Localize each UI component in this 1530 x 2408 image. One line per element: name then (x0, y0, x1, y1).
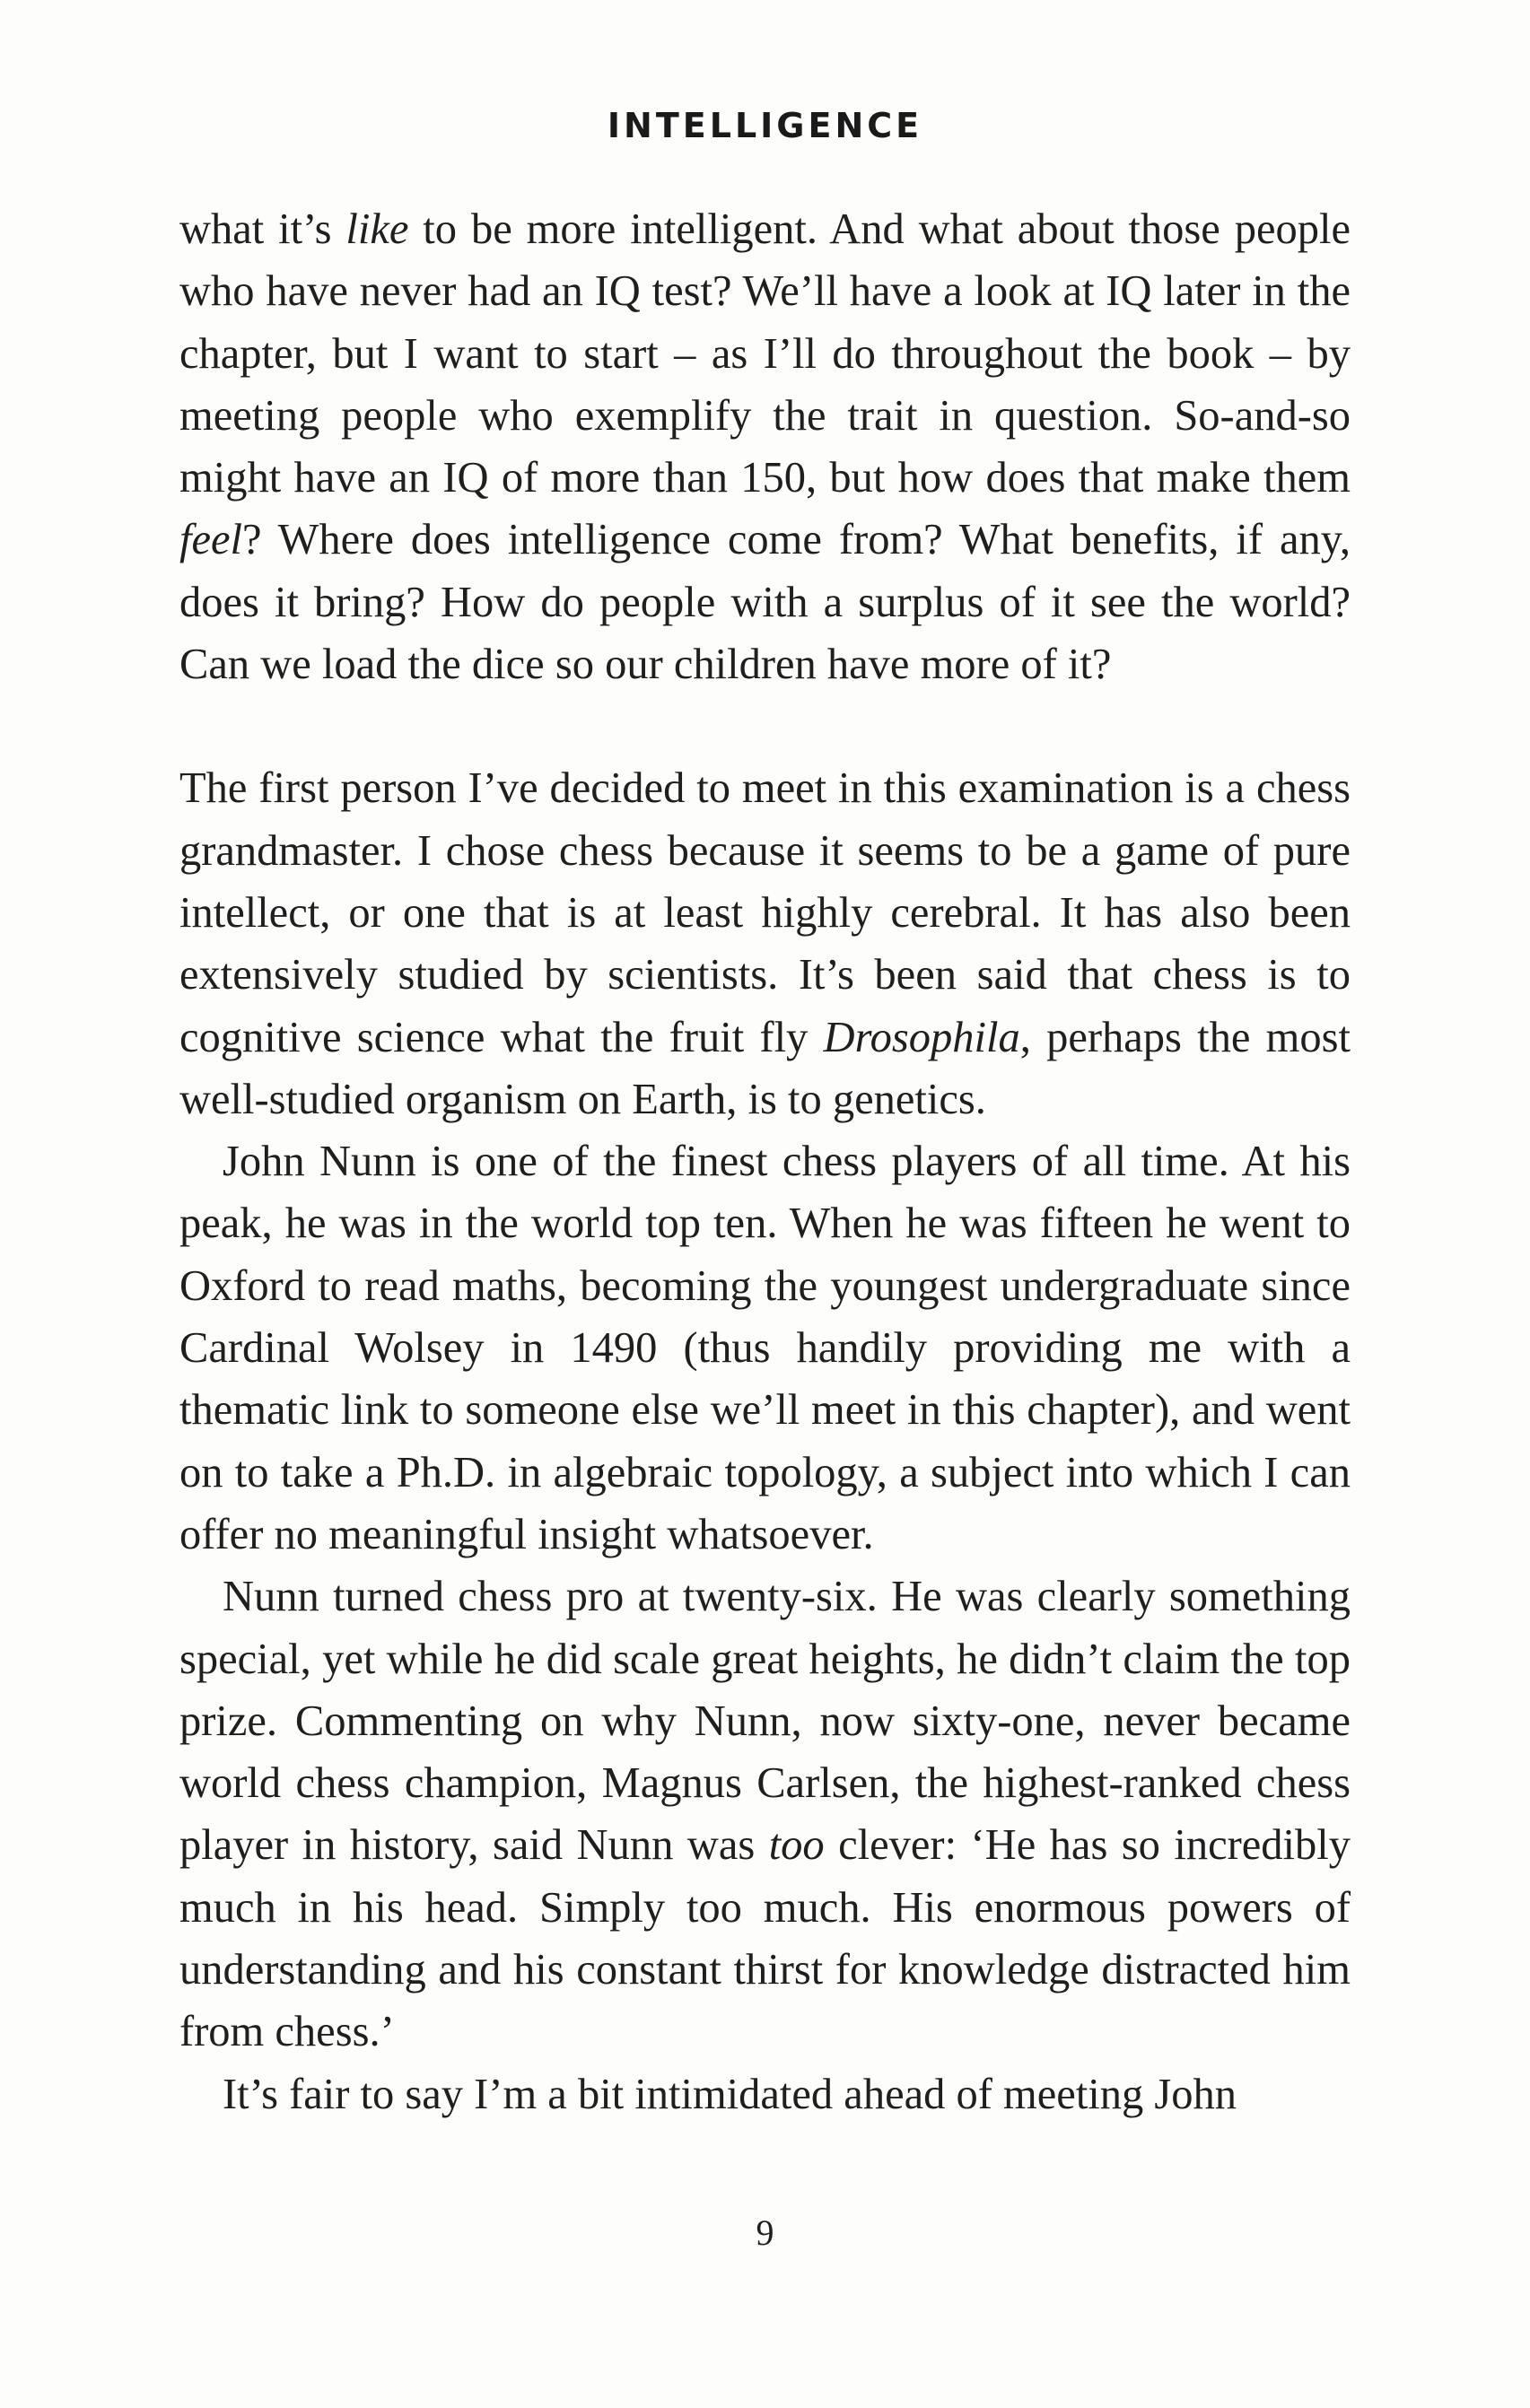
text-span: Nunn turned chess pro at twenty-six. He was clearly something special, yet while he did scale great heights, he didn’t claim the top prize. Commenting on why Nunn, now sixty-one, never became world chess champion, Magnus Carlsen, the highest-ranked chess player in history, said Nunn was (179, 1573, 1351, 1870)
text-span: what it’s (179, 205, 346, 253)
text-span: ? Where does intelligence come from? What benefits, if any, does it bring? How do people with a surplus of it see the world? Can we load the dice so our children have more of it? (179, 516, 1351, 689)
paragraph: It’s fair to say I’m a bit intimidated ahead of meeting John (223, 2070, 1237, 2118)
italic-text: Drosophila (823, 1013, 1020, 1061)
paragraph: John Nunn is one of the finest chess players of all time. At his peak, he was in the world top ten. When he was fifteen he went to Oxford to read maths, becoming the youngest undergraduate since Cardinal Wolsey in 1490 (thus handily providing me with a thematic link to someone else we’ll meet in this chapter), and went on to take a Ph.D. in algebraic topology, a subject into which I can offer no meaningful insight whatsoever. (179, 1138, 1351, 1558)
text-span: to be more intelligent. And what about those people who have never had an IQ test? We’ll have a look at IQ later in the chapter, but I want to start – as I’ll do throughout the book – by meeting people who exemplify the trait in question. So-and-so might have an IQ of more than 150, but how does that make them (179, 205, 1351, 502)
page-number: 9 (756, 2212, 774, 2253)
paragraph (179, 198, 1351, 695)
running-head: INTELLIGENCE (607, 106, 923, 145)
paragraph (179, 1566, 1351, 2063)
section-break (179, 695, 1351, 757)
text-span: , perhaps the most well-studied organism on Earth, is to genetics. (179, 1013, 1351, 1123)
paragraph (179, 757, 1351, 1130)
italic-text: too (768, 1821, 825, 1870)
italic-text: feel (179, 516, 243, 564)
italic-text: like (345, 205, 409, 253)
text-span: clever: ‘He has so incredibly much in his head. Simply too much. His enormous powers of understanding and his constant thirst for knowledge distracted him from chess.’ (179, 1821, 1351, 2056)
text-span: The first person I’ve decided to meet in this examination is a chess grandmaster. I chose chess because it seems to be a game of pure intellect, or one that is at least highly cerebral. It has also been extensively studied by scientists. It’s been said that chess is to cognitive science what the fruit fly (179, 764, 1351, 1061)
body-text (179, 198, 1351, 2125)
